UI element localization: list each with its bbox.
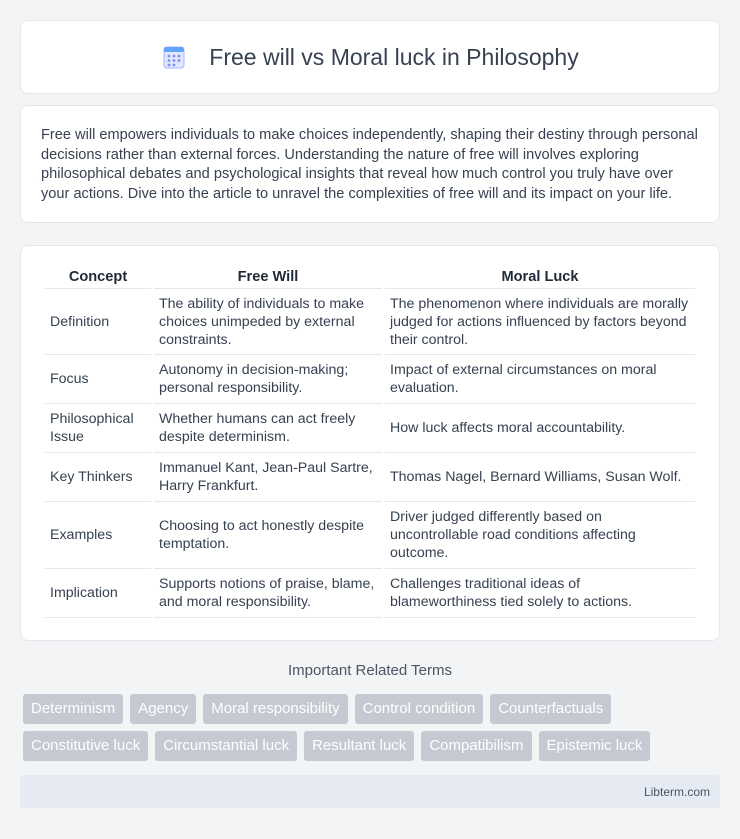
table-row [45, 289, 695, 355]
table-cell-free-will: Whether humans can act freely despite determinism. [154, 404, 382, 453]
tag-constitutive-luck[interactable]: Constitutive luck [23, 731, 148, 761]
table-cell-free-will: The ability of individuals to make choices unimpeded by external constraints. [154, 289, 382, 355]
table-cell-free-will: Autonomy in decision-making; personal responsibility. [154, 355, 382, 404]
tag-row [23, 694, 723, 724]
intro-card [20, 105, 720, 223]
tag-resultant-luck[interactable]: Resultant luck [304, 731, 414, 761]
table-cell-free-will: Supports notions of praise, blame, and moral responsibility. [154, 569, 382, 618]
table-row [45, 502, 695, 569]
column-header-free-will: Free Will [154, 264, 382, 289]
table-cell-moral-luck: Thomas Nagel, Bernard Williams, Susan Wolf. [385, 453, 695, 502]
table-cell-moral-luck: The phenomenon where individuals are morally judged for actions influenced by factors beyond their control. [385, 289, 695, 355]
comparison-table-card [20, 245, 720, 641]
tag-compatibilism[interactable]: Compatibilism [421, 731, 531, 761]
table-cell-moral-luck: How luck affects moral accountability. [385, 404, 695, 453]
tag-counterfactuals[interactable]: Counterfactuals [490, 694, 611, 724]
table-cell-concept: Definition [45, 289, 151, 355]
tag-agency[interactable]: Agency [130, 694, 196, 724]
table-cell-concept: Focus [45, 355, 151, 404]
table-cell-moral-luck: Challenges traditional ideas of blameworthiness tied solely to actions. [385, 569, 695, 618]
comparison-table [42, 264, 698, 618]
intro-text: Free will empowers individuals to make choices independently, shaping their destiny through personal decisions rather than external forces. Understanding the nature of free will involves exploring philosophical debates and psychological insights that reveal how much control you truly have over your actions. Dive into the article to unravel the complexities of free will and its impact on your life. [41, 127, 698, 202]
table-cell-moral-luck: Impact of external circumstances on moral evaluation. [385, 355, 695, 404]
table-cell-free-will: Immanuel Kant, Jean-Paul Sartre, Harry Frankfurt. [154, 453, 382, 502]
tag-control-condition[interactable]: Control condition [355, 694, 484, 724]
tag-circumstantial-luck[interactable]: Circumstantial luck [155, 731, 297, 761]
column-header-concept: Concept [45, 264, 151, 289]
header-card [20, 20, 720, 94]
tag-moral-responsibility[interactable]: Moral responsibility [203, 694, 347, 724]
table-row [45, 404, 695, 453]
footer-link[interactable]: Libterm.com [643, 785, 710, 799]
table-cell-concept: Key Thinkers [45, 453, 151, 502]
page-title: Free will vs Moral luck in Philosophy [209, 43, 579, 70]
table-row [45, 355, 695, 404]
related-terms-title: Important Related Terms [288, 662, 452, 679]
table-cell-concept: Implication [45, 569, 151, 618]
tag-epistemic-luck[interactable]: Epistemic luck [539, 731, 651, 761]
footer [20, 775, 720, 808]
tag-row [23, 731, 723, 761]
calendar-grid-icon [161, 44, 187, 70]
column-header-moral-luck: Moral Luck [385, 264, 695, 289]
related-terms [23, 694, 723, 768]
table-cell-concept: Examples [45, 502, 151, 569]
tag-determinism[interactable]: Determinism [23, 694, 123, 724]
table-cell-free-will: Choosing to act honestly despite temptation. [154, 502, 382, 569]
table-cell-concept: Philosophical Issue [45, 404, 151, 453]
table-cell-moral-luck: Driver judged differently based on uncontrollable road conditions affecting outcome. [385, 502, 695, 569]
table-row [45, 453, 695, 502]
table-row [45, 569, 695, 618]
table-header-row [45, 264, 695, 289]
